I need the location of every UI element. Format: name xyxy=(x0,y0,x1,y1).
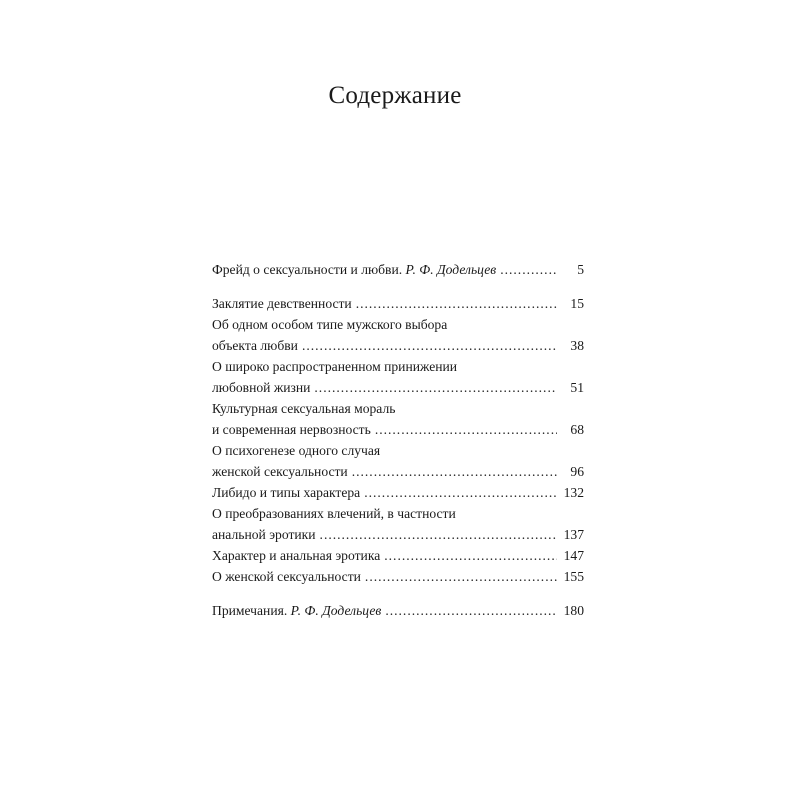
leader-dots xyxy=(364,482,557,503)
toc-entry xyxy=(212,545,584,566)
toc-entry-title-cont: анальной эротики xyxy=(212,527,316,542)
toc-entry-page: 155 xyxy=(563,569,584,584)
toc-entry-title-cont: женской сексуальности xyxy=(212,464,348,479)
toc-entry-page: 51 xyxy=(570,380,584,395)
toc-entry xyxy=(212,377,584,398)
toc-entry-author: Р. Ф. Додельцев xyxy=(405,262,497,277)
toc-entry-page: 38 xyxy=(570,338,584,353)
toc-entry-title-cont: объекта любви xyxy=(212,338,298,353)
toc-entry xyxy=(212,419,584,440)
toc-entry-page: 147 xyxy=(563,548,584,563)
toc-entry-page: 137 xyxy=(563,527,584,542)
toc-entry-line1 xyxy=(212,398,584,419)
leader-dots xyxy=(320,524,557,545)
toc-entry-page: 132 xyxy=(563,485,584,500)
leader-dots xyxy=(352,461,557,482)
toc-entry-title: Об одном особом типе мужского выбора xyxy=(212,317,448,332)
leader-dots xyxy=(500,259,557,280)
toc-entry-page: 15 xyxy=(570,296,584,311)
toc-entry-title-cont: любовной жизни xyxy=(212,380,311,395)
toc-entry-title-cont: и современная нервозность xyxy=(212,422,371,437)
toc-entry-intro xyxy=(212,259,584,280)
toc-entry-notes xyxy=(212,600,584,621)
leader-dots xyxy=(314,377,557,398)
leader-dots xyxy=(385,600,557,621)
toc-entry-title: О психогенезе одного случая xyxy=(212,443,381,458)
toc-entry-line1 xyxy=(212,503,584,524)
toc-entry xyxy=(212,461,584,482)
toc-entry-line1 xyxy=(212,440,584,461)
leader-dots xyxy=(384,545,557,566)
toc-entry xyxy=(212,566,584,587)
leader-dots xyxy=(375,419,557,440)
toc-entry-title: Культурная сексуальная мораль xyxy=(212,401,396,416)
toc-entry-title: О широко распространенном принижении xyxy=(212,359,458,374)
toc-entry-page: 180 xyxy=(563,603,584,618)
toc-entry xyxy=(212,293,584,314)
toc-entry-page: 96 xyxy=(570,464,584,479)
leader-dots xyxy=(365,566,557,587)
leader-dots xyxy=(356,293,557,314)
leader-dots xyxy=(302,335,557,356)
toc-entry-line1 xyxy=(212,314,584,335)
toc-entry xyxy=(212,335,584,356)
toc-entry-page: 5 xyxy=(577,262,584,277)
toc-entry-title: Заклятие девственности xyxy=(212,296,352,311)
toc-entry-title: Либидо и типы характера xyxy=(212,485,361,500)
page-title: Содержание xyxy=(328,82,462,109)
toc-entry xyxy=(212,524,584,545)
toc-entry-title: О женской сексуальности xyxy=(212,569,361,584)
toc-entry-line1 xyxy=(212,356,584,377)
toc-entry-title: О преобразованиях влечений, в частности xyxy=(212,506,456,521)
toc-entry xyxy=(212,482,584,503)
toc-entry-author: Р. Ф. Додельцев xyxy=(290,603,382,618)
table-of-contents xyxy=(212,259,584,621)
toc-entry-title: Примечания. Р. Ф. Додельцев xyxy=(212,603,382,618)
toc-entry-title: Фрейд о сексуальности и любви. Р. Ф. Додельцев xyxy=(212,262,497,277)
toc-entry-title: Характер и анальная эротика xyxy=(212,548,381,563)
toc-entry-page: 68 xyxy=(570,422,584,437)
